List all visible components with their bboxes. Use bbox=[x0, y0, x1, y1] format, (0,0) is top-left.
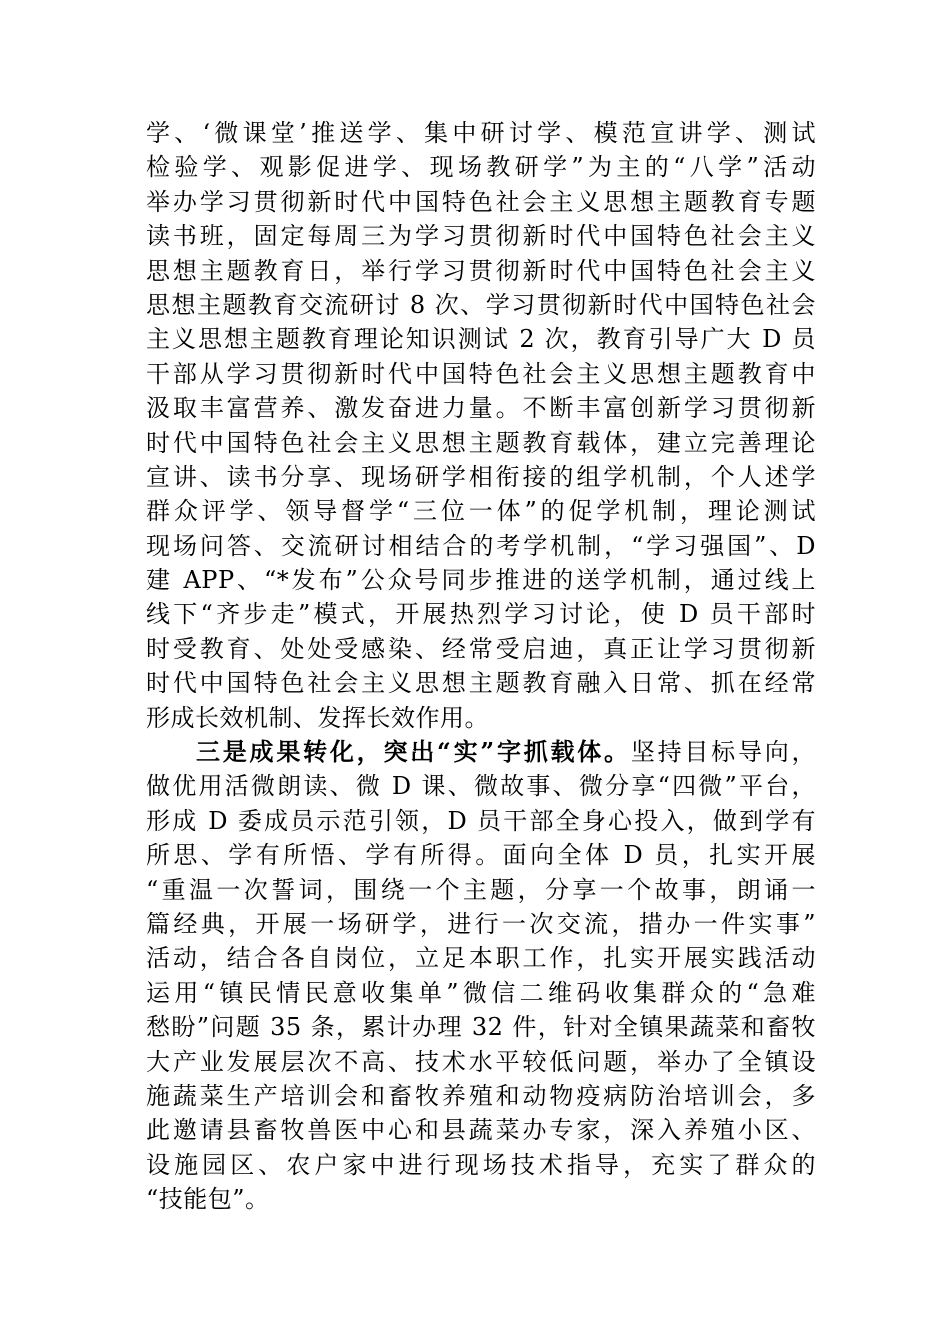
text-line: 思想主题教育交流研讨 8 次、学习贯彻新时代中国特色社会 bbox=[146, 290, 816, 319]
text-line: 做优用活微朗读、微 D 课、微故事、微分享“四微”平台， bbox=[146, 772, 816, 801]
text-line: 主义思想主题教育理论知识测试 2 次，教育引导广大 D 员 bbox=[146, 325, 816, 354]
text-line: 愁盼”问题 35 条，累计办理 32 件，针对全镇果蔬菜和畜牧 bbox=[146, 1013, 816, 1042]
text-line: 设施园区、农户家中进行现场技术指导，充实了群众的 bbox=[146, 1150, 816, 1179]
text-line: 学、‘微课堂’推送学、集中研讨学、模范宣讲学、测试 bbox=[146, 119, 816, 147]
text-line: 建 APP、“*发布”公众号同步推进的送学机制，通过线上 bbox=[146, 566, 816, 595]
text-line: 篇经典，开展一场研学，进行一次交流，措办一件实事” bbox=[146, 909, 816, 938]
paragraph-first-line bbox=[146, 735, 816, 769]
text-line: 干部从学习贯彻新时代中国特色社会主义思想主题教育中 bbox=[146, 359, 816, 388]
text-line: 活动，结合各自岗位，立足本职工作，扎实开展实践活动 bbox=[146, 944, 816, 973]
text-line: “技能包”。 bbox=[146, 1185, 270, 1214]
text-line: 施蔬菜生产培训会和畜牧养殖和动物疫病防治培训会，多 bbox=[146, 1081, 816, 1110]
text-line: “重温一次誓词，围绕一个主题，分享一个故事，朗诵一 bbox=[146, 875, 816, 904]
text-line: 现场问答、交流研讨相结合的考学机制，“学习强国”、D bbox=[146, 531, 816, 560]
text-line: 形成 D 委成员示范引领，D 员干部全身心投入，做到学有 bbox=[146, 806, 816, 835]
text-line: 此邀请县畜牧兽医中心和县蔬菜办专家，深入养殖小区、 bbox=[146, 1116, 816, 1145]
text-line: 宣讲、读书分享、现场研学相衔接的组学机制，个人述学 bbox=[146, 462, 816, 491]
text-line: 时代中国特色社会主义思想主题教育融入日常、抓在经常 bbox=[146, 669, 816, 698]
text-line: 群众评学、领导督学“三位一体”的促学机制，理论测试 bbox=[146, 497, 816, 526]
text-line: 运用“镇民情民意收集单”微信二维码收集群众的“急难 bbox=[146, 978, 816, 1007]
text-fragment: 坚持目标导向， bbox=[630, 738, 817, 767]
body-text bbox=[146, 116, 816, 1217]
text-line: 线下“齐步走”模式，开展热烈学习讨论，使 D 员干部时 bbox=[146, 600, 816, 629]
text-line: 读书班，固定每周三为学习贯彻新时代中国特色社会主义 bbox=[146, 222, 816, 251]
text-line: 大产业发展层次不高、技术水平较低问题，举办了全镇设 bbox=[146, 1047, 816, 1076]
text-line: 时受教育、处处受感染、经常受启迪，真正让学习贯彻新 bbox=[146, 634, 816, 663]
text-line: 思想主题教育日，举行学习贯彻新时代中国特色社会主义 bbox=[146, 256, 816, 285]
text-line: 所思、学有所悟、学有所得。面向全体 D 员，扎实开展 bbox=[146, 841, 816, 870]
text-line: 举办学习贯彻新时代中国特色社会主义思想主题教育专题 bbox=[146, 187, 816, 216]
text-line: 汲取丰富营养、激发奋进力量。不断丰富创新学习贯彻新 bbox=[146, 394, 816, 423]
text-line: 检验学、观影促进学、现场教研学”为主的“八学”活动 bbox=[146, 153, 816, 182]
text-line: 形成长效机制、发挥长效作用。 bbox=[146, 703, 489, 732]
text-line: 时代中国特色社会主义思想主题教育载体，建立完善理论 bbox=[146, 428, 816, 457]
paragraph-heading: 三是成果转化，突出“实”字抓载体。 bbox=[196, 737, 631, 767]
